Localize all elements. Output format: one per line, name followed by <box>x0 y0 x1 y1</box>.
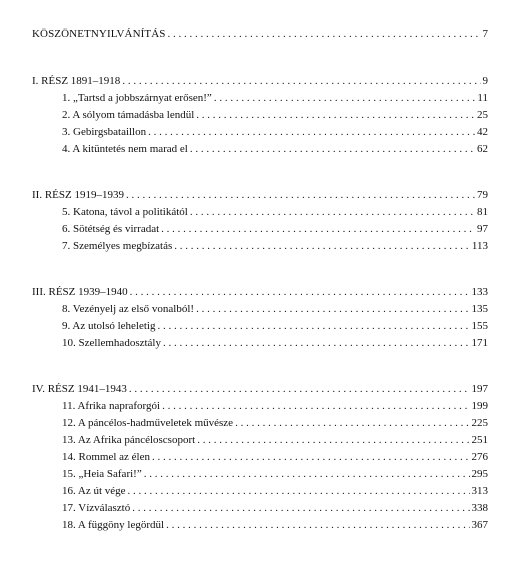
toc-chapter-label: 15. „Heia Safari!” <box>62 468 142 480</box>
toc-chapter-label: 5. Katona, távol a politikától <box>62 206 188 218</box>
toc-entry-label: KÖSZÖNETNYILVÁNÍTÁS <box>32 28 166 40</box>
toc-chapter-4[interactable] <box>32 141 488 158</box>
toc-part-1[interactable] <box>32 73 488 90</box>
dot-leader <box>122 73 480 90</box>
toc-part-2[interactable] <box>32 187 488 204</box>
toc-chapter-label: 4. A kitüntetés nem marad el <box>62 143 188 155</box>
toc-chapter-15[interactable] <box>32 466 488 483</box>
toc-chapter-5[interactable] <box>32 204 488 221</box>
toc-page-number: 133 <box>471 286 488 298</box>
toc-chapter-3[interactable] <box>32 124 488 141</box>
toc-page-number: 81 <box>477 206 488 218</box>
toc-page-number: 295 <box>471 468 488 480</box>
toc-part-label: IV. RÉSZ 1941–1943 <box>32 383 127 395</box>
toc-part-label: I. RÉSZ 1891–1918 <box>32 75 121 87</box>
table-of-contents <box>32 26 488 534</box>
toc-page-number: 11 <box>477 92 488 104</box>
dot-leader <box>168 26 481 43</box>
toc-chapter-8[interactable] <box>32 301 488 318</box>
toc-chapter-label: 7. Személyes megbízatás <box>62 240 173 252</box>
toc-chapter-label: 16. Az út vége <box>62 485 126 497</box>
toc-chapter-label: 6. Sötétség és virradat <box>62 223 160 235</box>
dot-leader <box>190 204 475 221</box>
dot-leader <box>162 398 469 415</box>
toc-chapter-label: 9. Az utolsó leheletig <box>62 320 156 332</box>
dot-leader <box>157 318 469 335</box>
toc-chapter-7[interactable] <box>32 238 488 255</box>
toc-chapter-label: 8. Vezényelj az első vonalból! <box>62 303 195 315</box>
dot-leader <box>190 141 475 158</box>
toc-page-number: 62 <box>477 143 488 155</box>
dot-leader <box>130 284 470 301</box>
toc-part-label: III. RÉSZ 1939–1940 <box>32 286 128 298</box>
toc-page-number: 7 <box>482 28 488 40</box>
toc-page-number: 225 <box>471 417 488 429</box>
toc-page-number: 135 <box>471 303 488 315</box>
toc-chapter-label: 10. Szellemhadosztály <box>62 337 161 349</box>
toc-page-number: 113 <box>471 240 488 252</box>
dot-leader <box>197 432 469 449</box>
toc-chapter-9[interactable] <box>32 318 488 335</box>
toc-page-number: 338 <box>471 502 488 514</box>
dot-leader <box>163 335 470 352</box>
toc-chapter-13[interactable] <box>32 432 488 449</box>
toc-page-number: 313 <box>471 485 488 497</box>
toc-chapter-label: 2. A sólyom támadásba lendül <box>62 109 195 121</box>
toc-page-number: 367 <box>471 519 488 531</box>
toc-entry-acknowledgements[interactable] <box>32 26 488 43</box>
toc-part-label: II. RÉSZ 1919–1939 <box>32 189 124 201</box>
toc-chapter-label: 12. A páncélos-hadműveletek művésze <box>62 417 234 429</box>
toc-page-number: 79 <box>477 189 488 201</box>
toc-page-number: 155 <box>471 320 488 332</box>
toc-chapter-label: 18. A függöny legördül <box>62 519 165 531</box>
dot-leader <box>196 107 475 124</box>
toc-chapter-label: 3. Gebirgsbataillon <box>62 126 147 138</box>
toc-page-number: 199 <box>471 400 488 412</box>
dot-leader <box>128 483 470 500</box>
toc-chapter-18[interactable] <box>32 517 488 534</box>
dot-leader <box>126 187 475 204</box>
toc-page-number: 197 <box>471 383 488 395</box>
toc-chapter-12[interactable] <box>32 415 488 432</box>
toc-chapter-11[interactable] <box>32 398 488 415</box>
toc-chapter-label: 1. „Tartsd a jobbszárnyat erősen!” <box>62 92 212 104</box>
toc-page-number: 171 <box>471 337 488 349</box>
dot-leader <box>196 301 469 318</box>
toc-chapter-2[interactable] <box>32 107 488 124</box>
toc-page-number: 9 <box>482 75 488 87</box>
dot-leader <box>166 517 469 534</box>
toc-part-3[interactable] <box>32 284 488 301</box>
toc-page-number: 25 <box>477 109 488 121</box>
toc-chapter-10[interactable] <box>32 335 488 352</box>
toc-chapter-label: 14. Rommel az élen <box>62 451 150 463</box>
dot-leader <box>132 500 469 517</box>
toc-chapter-6[interactable] <box>32 221 488 238</box>
toc-chapter-label: 11. Afrika napraforgói <box>62 400 161 412</box>
dot-leader <box>152 449 470 466</box>
toc-page-number: 276 <box>471 451 488 463</box>
toc-chapter-17[interactable] <box>32 500 488 517</box>
toc-page-number: 42 <box>477 126 488 138</box>
toc-page-number: 251 <box>471 434 488 446</box>
toc-page-number: 97 <box>477 223 488 235</box>
dot-leader <box>144 466 470 483</box>
toc-chapter-label: 13. Az Afrika páncéloscsoport <box>62 434 196 446</box>
dot-leader <box>174 238 470 255</box>
dot-leader <box>161 221 475 238</box>
toc-chapter-14[interactable] <box>32 449 488 466</box>
dot-leader <box>148 124 475 141</box>
dot-leader <box>235 415 469 432</box>
dot-leader <box>129 381 470 398</box>
toc-chapter-16[interactable] <box>32 483 488 500</box>
toc-part-4[interactable] <box>32 381 488 398</box>
dot-leader <box>214 90 476 107</box>
toc-chapter-1[interactable] <box>32 90 488 107</box>
toc-chapter-label: 17. Vízválasztó <box>62 502 131 514</box>
